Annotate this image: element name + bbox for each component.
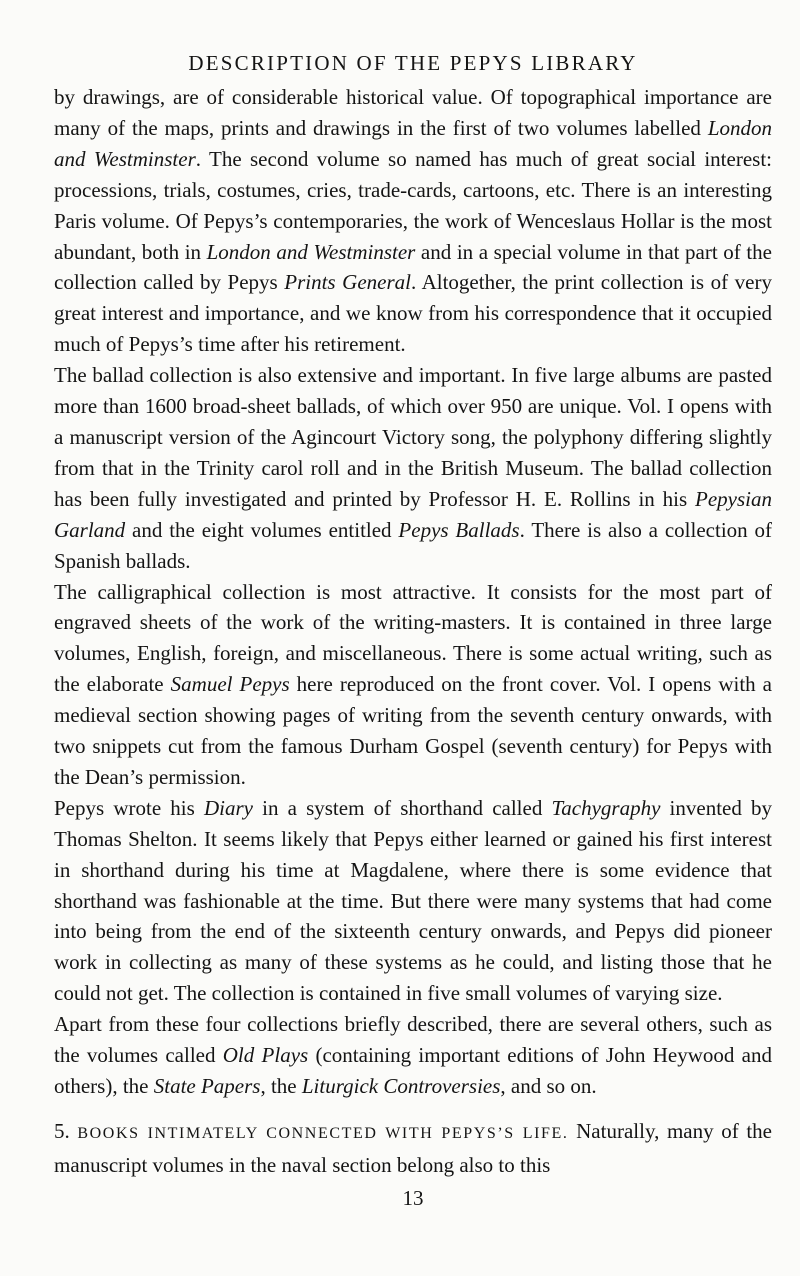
page-number: 13 [402, 1185, 424, 1210]
section-paragraph [54, 1116, 772, 1181]
text-run: The calligraphical collection is most attractive. It consists for the most part of engraved sheets of the work of the writing-masters. It is contained in three large volumes, English, foreign, and miscellaneous. There is some actual writing, such as the elaborate [54, 579, 772, 697]
text-run: . There is also a collection of Spanish ballads. [54, 517, 772, 573]
running-head: DESCRIPTION OF THE PEPYS LIBRARY [188, 51, 638, 75]
page [54, 48, 772, 1213]
paragraph [54, 1009, 772, 1102]
text-run: , and so on. [500, 1074, 597, 1098]
italic-title: State Papers [153, 1074, 261, 1098]
section-text: Naturally, many of the manuscript volumes in the naval section belong also to this [54, 1118, 772, 1177]
text-run: in a system of shorthand called [252, 795, 552, 820]
italic-title: Liturgick Controversies [301, 1074, 501, 1098]
text-run: Pepys wrote his [54, 795, 204, 820]
text-run: , the [260, 1074, 302, 1098]
italic-title: London and Westminster [206, 239, 416, 264]
text-run: Apart from these four collections briefly described, there are several others, such as the volumes called [54, 1012, 772, 1068]
text-run: here reproduced on the front cover. Vol. I opens with a medieval section showing pages of writing from the seventh century onwards, with two snippets cut from the famous Durham Gospel (seventh century) for Pepys with the Dean’s permission. [54, 672, 773, 789]
text-run: and the eight volumes entitled [125, 517, 399, 542]
body-text [54, 82, 772, 1181]
section-number: 5. [54, 1118, 70, 1143]
paragraph [54, 360, 772, 576]
text-run: . Altogether, the print collection is of very great interest and importance, and we know from his correspondence that it occupied much of Pepys’s time after his retirement. [54, 270, 772, 357]
text-run: and in a special volume in that part of the collection called by Pepys [54, 239, 772, 295]
italic-title: Tachygraphy [551, 795, 661, 820]
italic-title: Pepys Ballads [398, 517, 520, 542]
italic-title: London and Westminster [54, 115, 772, 171]
paragraph [54, 793, 772, 1009]
italic-title: Pepysian Garland [54, 486, 772, 542]
paragraph [54, 577, 772, 793]
paragraph [54, 82, 772, 360]
italic-title: Old Plays [222, 1043, 309, 1068]
text-run: (containing important editions of John Heywood and others), the [54, 1043, 773, 1098]
text-run: . The second volume so named has much of great social interest: processions, trials, costumes, cries, trade-cards, cartoons, etc. There is an interesting Paris volume. Of Pepys’s contemporaries, the work of Wenceslaus Hollar is the most abundant, both in [54, 146, 772, 264]
italic-title: Samuel Pepys [170, 672, 290, 697]
text-run: by drawings, are of considerable historical value. Of topographical importance are many of the maps, prints and drawings in the first of two volumes labelled [54, 85, 772, 140]
italic-title: Prints General [284, 270, 411, 295]
text-run: The ballad collection is also extensive and important. In five large albums are pasted more than 1600 broad-sheet ballads, of which over 950 are unique. Vol. I opens with a manuscript version of the Agincourt Victory song, the polyphony differing slightly from that in the Trinity carol roll and in the British Museum. The ballad collection has been fully investigated and printed by Professor H. E. Rollins in his [54, 363, 772, 511]
text-run: invented by Thomas Shelton. It seems likely that Pepys either learned or gained his first interest in shorthand during his time at Magdalene, where there is some evidence that shorthand was fashionable at the time. But there were many systems that had come into being from the end of the sixteenth century onwards, and Pepys did pioneer work in collecting as many of these systems as he could, and listing those that he could not get. The collection is contained in five small volumes of varying size. [54, 795, 773, 1006]
italic-title: Diary [203, 795, 253, 820]
section-heading: BOOKS INTIMATELY CONNECTED WITH PEPYS’S LIFE. [77, 1124, 569, 1142]
